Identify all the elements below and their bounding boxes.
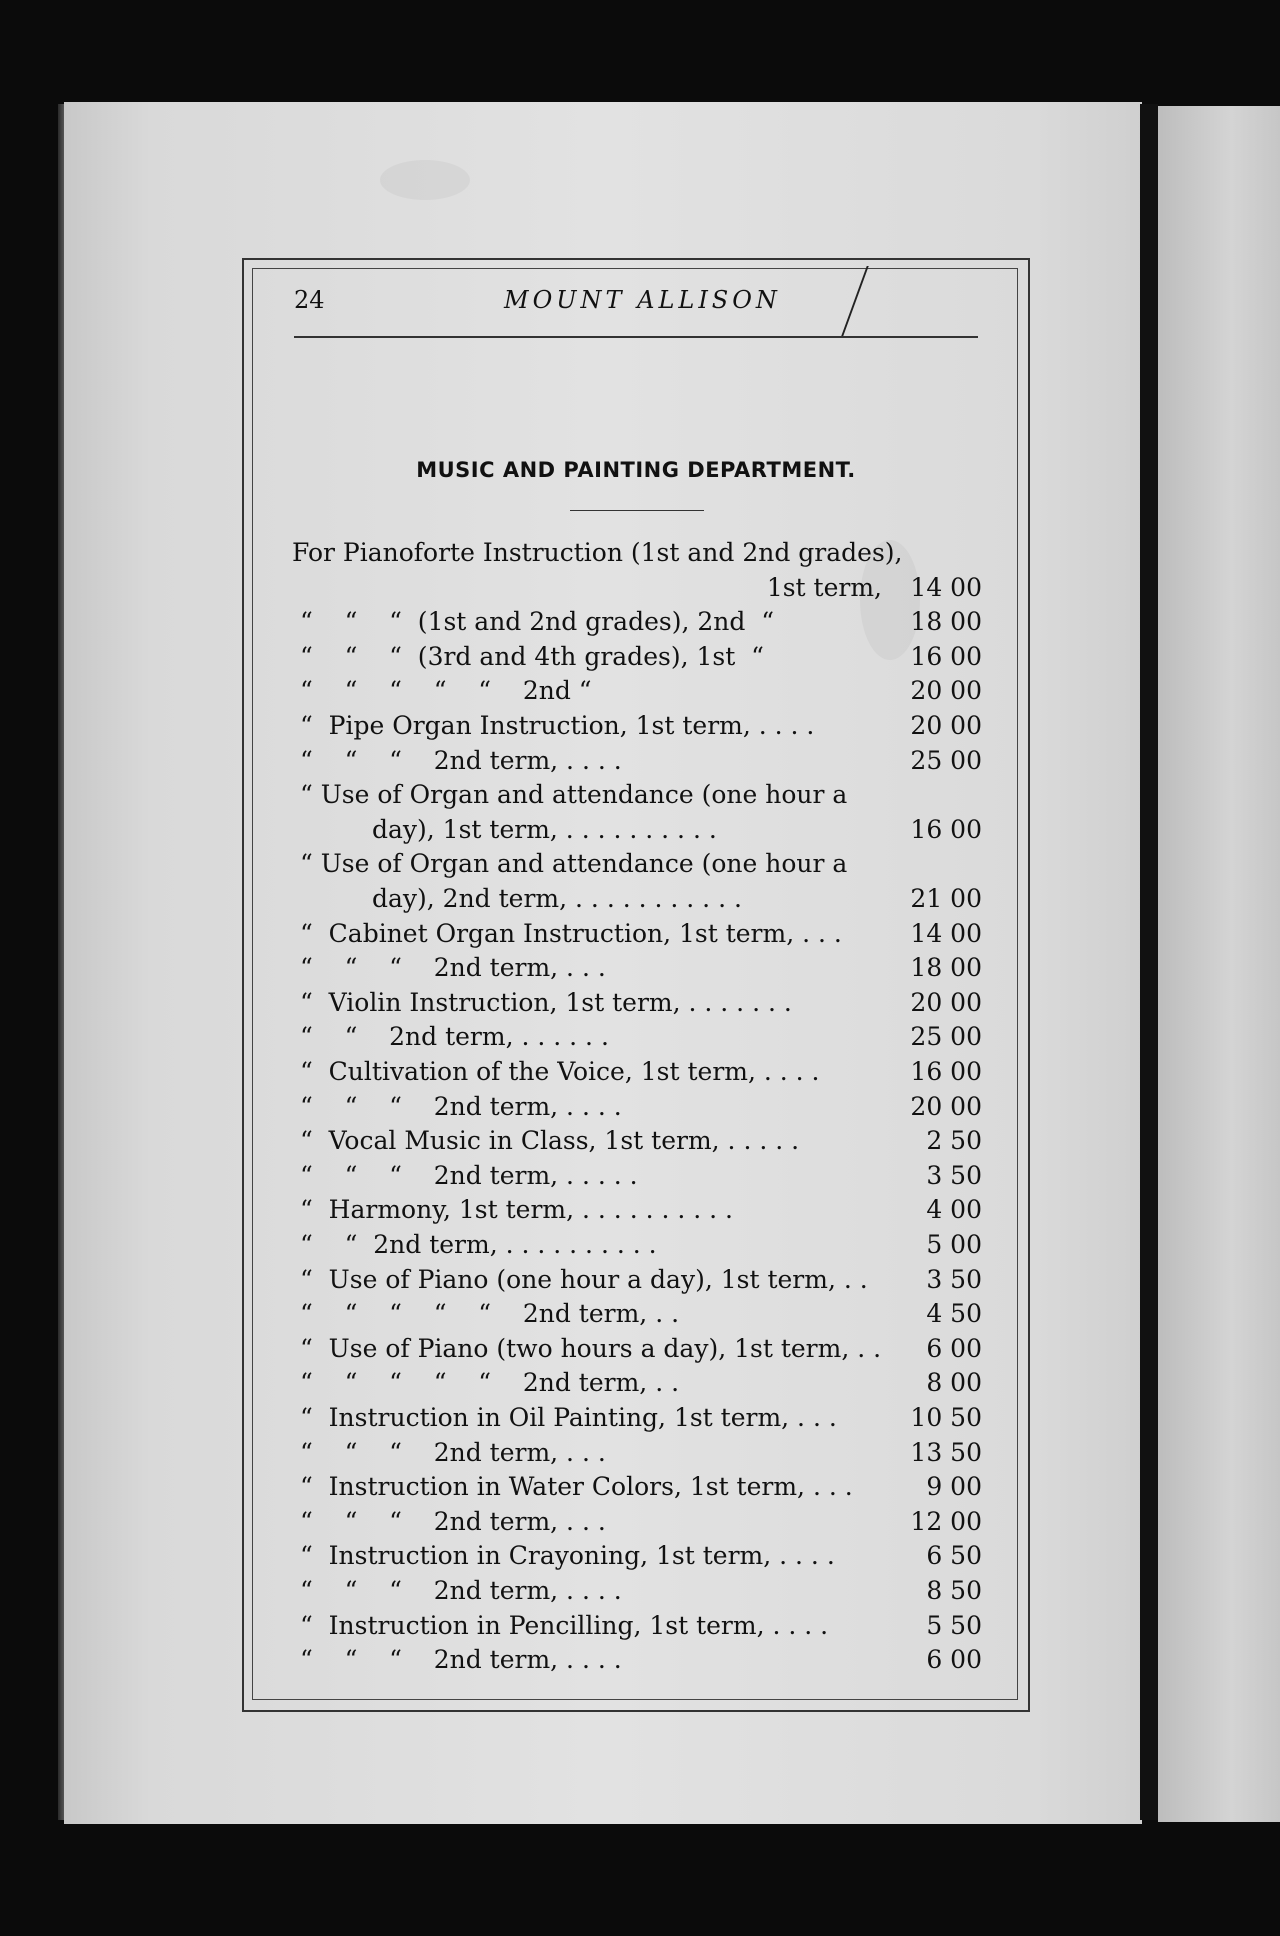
fee-description: “ Instruction in Crayoning, 1st term, . . . .	[300, 1541, 835, 1571]
fee-description: “ Harmony, 1st term, . . . . . . . . . .	[300, 1195, 733, 1225]
fee-description: “ “ “ 2nd term, . . . .	[300, 745, 622, 775]
fee-amount: 3 50	[926, 1264, 982, 1294]
fee-description: “ “ “ (3rd and 4th grades), 1st “	[300, 641, 764, 671]
fee-description: “ “ “ 2nd term, . . . . .	[300, 1160, 638, 1190]
fee-description: “ Use of Piano (two hours a day), 1st term, . .	[300, 1333, 882, 1363]
fee-description: “ “ “ “ “ 2nd “	[300, 676, 592, 706]
fee-amount: 25 00	[910, 1022, 982, 1052]
fee-description: “ Use of Organ and attendance (one hour a	[300, 780, 848, 810]
fee-description: “ “ “ 2nd term, . . . .	[300, 1576, 622, 1605]
fee-amount: 16 00	[910, 641, 982, 671]
fee-description: “ Cabinet Organ Instruction, 1st term, . . .	[300, 918, 842, 948]
fee-amount: 10 50	[910, 1403, 982, 1432]
fee-amount: 18 00	[910, 607, 982, 637]
fee-description: “ “ “ “ “ 2nd term, . .	[300, 1368, 680, 1398]
fee-description-continued: day), 2nd term, . . . . . . . . . . .	[372, 884, 742, 913]
fee-amount: 2 50	[926, 1126, 982, 1156]
fee-amount: 16 00	[910, 1057, 982, 1086]
fee-amount: 5 50	[926, 1610, 982, 1640]
fee-amount: 20 00	[910, 987, 982, 1017]
fee-description: “ Use of Piano (one hour a day), 1st term, . .	[300, 1264, 868, 1294]
header-rule	[294, 336, 978, 338]
fee-description: “ Instruction in Pencilling, 1st term, . . . .	[300, 1610, 829, 1640]
paper-stain	[380, 160, 470, 200]
fee-amount: 3 50	[926, 1160, 982, 1190]
facing-page	[1158, 106, 1280, 1822]
fee-amount: 25 00	[910, 745, 982, 775]
title-rule	[570, 510, 704, 511]
fee-amount: 6 50	[926, 1541, 982, 1571]
page-number: 24	[294, 286, 325, 314]
fee-amount: 9 00	[926, 1472, 982, 1502]
fee-description: “ Cultivation of the Voice, 1st term, . . . .	[300, 1057, 820, 1086]
fee-description: “ “ “ 2nd term, . . .	[300, 953, 606, 983]
fee-description: “ Vocal Music in Class, 1st term, . . . . .	[300, 1126, 800, 1156]
fee-amount: 16 00	[910, 814, 982, 844]
fee-amount: 5 00	[926, 1230, 982, 1259]
fee-description-continued: day), 1st term, . . . . . . . . . .	[372, 814, 717, 844]
fee-description: “ Instruction in Oil Painting, 1st term, . . .	[300, 1403, 837, 1432]
fee-amount: 21 00	[910, 884, 982, 913]
fee-amount: 20 00	[910, 676, 982, 706]
fee-amount: 8 00	[926, 1368, 982, 1398]
fee-amount: 4 50	[926, 1299, 982, 1329]
fee-amount: 12 00	[910, 1506, 982, 1536]
fee-description: “ “ “ “ “ 2nd term, . .	[300, 1299, 680, 1329]
fee-amount: 14 00	[910, 918, 982, 948]
fee-amount: 18 00	[910, 953, 982, 983]
fee-description: “ Instruction in Water Colors, 1st term, . . .	[300, 1472, 853, 1502]
fee-amount: 6 00	[926, 1333, 982, 1363]
fee-amount: 4 00	[926, 1195, 982, 1225]
fee-description: “ Violin Instruction, 1st term, . . . . . . .	[300, 987, 792, 1017]
fee-description: “ Use of Organ and attendance (one hour a	[300, 849, 848, 879]
fee-amount: 20 00	[910, 711, 982, 740]
fee-amount: 20 00	[910, 1091, 982, 1121]
running-head-title: MOUNT ALLISON	[504, 286, 781, 314]
fee-description: “ “ “ 2nd term, . . . .	[300, 1645, 622, 1675]
fee-amount: 6 00	[926, 1645, 982, 1675]
running-header	[294, 286, 978, 326]
book-gutter	[1140, 104, 1158, 1820]
fee-amount: 14 00	[910, 572, 982, 602]
fee-amount: 13 50	[910, 1437, 982, 1467]
fee-amount: 8 50	[926, 1576, 982, 1605]
fee-description: “ “ “ (1st and 2nd grades), 2nd “	[300, 607, 775, 637]
section-title: MUSIC AND PAINTING DEPARTMENT.	[416, 458, 856, 482]
fee-description: “ “ 2nd term, . . . . . .	[300, 1022, 609, 1052]
fee-description: For Pianoforte Instruction (1st and 2nd grades),	[292, 538, 903, 567]
fee-description: “ “ “ 2nd term, . . .	[300, 1437, 606, 1467]
fee-description: “ “ “ 2nd term, . . . .	[300, 1091, 622, 1121]
fee-description: “ Pipe Organ Instruction, 1st term, . . . .	[300, 711, 815, 740]
fee-description: “ “ “ 2nd term, . . .	[300, 1506, 606, 1536]
fee-description: “ “ 2nd term, . . . . . . . . . .	[300, 1230, 657, 1259]
fee-description-continued: 1st term,	[766, 572, 882, 602]
